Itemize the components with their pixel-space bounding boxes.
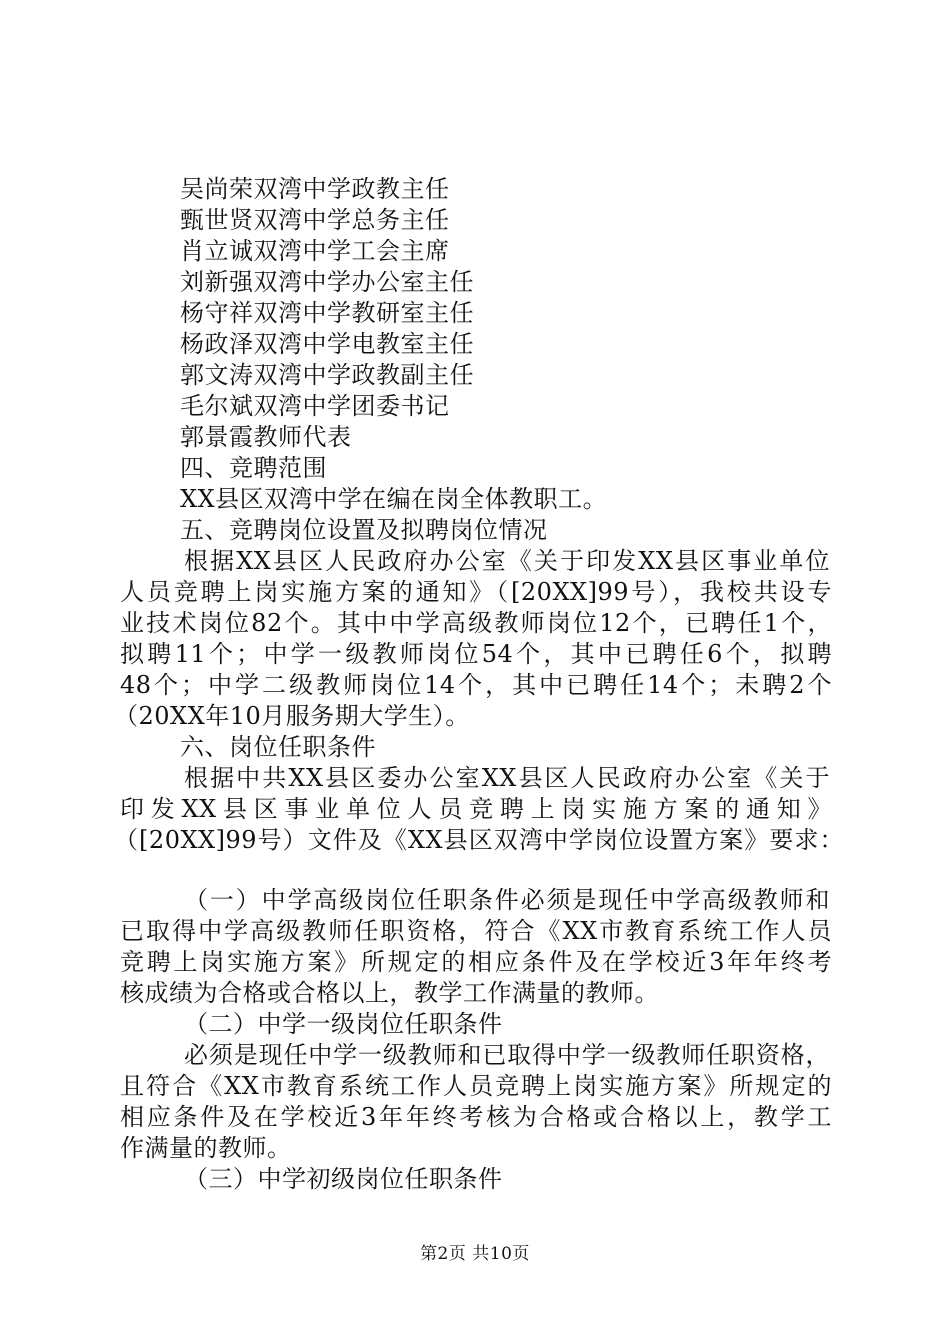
section-heading: 五、竞聘岗位设置及拟聘岗位情况 [180, 516, 548, 544]
paragraph-line: 且符合《XX市教育系统工作人员竞聘上岗实施方案》所规定的 [120, 1072, 832, 1100]
member-line: 甄世贤双湾中学总务主任 [180, 206, 450, 234]
member-line: 刘新强双湾中学办公室主任 [180, 268, 474, 296]
member-line: 毛尔斌双湾中学团委书记 [180, 392, 450, 420]
section-heading: 六、岗位任职条件 [180, 733, 376, 761]
paragraph-line: 已取得中学高级教师任职资格，符合《XX市教育系统工作人员 [120, 917, 832, 945]
section-heading: （二）中学一级岗位任职条件 [184, 1010, 503, 1038]
paragraph-line: 业技术岗位82个。其中中学高级教师岗位12个，已聘任1个， [120, 609, 832, 637]
member-line: 杨政泽双湾中学电教室主任 [180, 330, 474, 358]
section-heading: 四、竞聘范围 [180, 454, 327, 482]
paragraph-line: 核成绩为合格或合格以上，教学工作满量的教师。 [120, 979, 659, 1007]
paragraph-line: 相应条件及在学校近3年年终考核为合格或合格以上，教学工 [120, 1103, 832, 1131]
paragraph-line: 人员竞聘上岗实施方案的通知》（[20XX]99号），我校共设专 [120, 578, 832, 606]
paragraph-line: （[20XX]99号）文件及《XX县区双湾中学岗位设置方案》要求： [114, 826, 844, 854]
page-number-footer: 第2页 共10页 [420, 1244, 530, 1264]
paragraph-line: 48个；中学二级教师岗位14个，其中已聘任14个；未聘2个 [120, 671, 832, 699]
paragraph-line: （20XX年10月服务期大学生）。 [114, 702, 470, 730]
paragraph-line: 印发XX县区事业单位人员竞聘上岗实施方案的通知》 [120, 795, 832, 823]
paragraph-line: 必须是现任中学一级教师和已取得中学一级教师任职资格， [184, 1041, 830, 1069]
member-line: 吴尚荣双湾中学政教主任 [180, 175, 450, 203]
paragraph-line: 竞聘上岗实施方案》所规定的相应条件及在学校近3年年终考 [120, 948, 832, 976]
paragraph-line: （一）中学高级岗位任职条件必须是现任中学高级教师和 [184, 886, 830, 914]
section-heading: （三）中学初级岗位任职条件 [184, 1165, 503, 1193]
paragraph-line: 作满量的教师。 [120, 1134, 292, 1162]
member-line: 郭文涛双湾中学政教副主任 [180, 361, 474, 389]
member-line: 杨守祥双湾中学教研室主任 [180, 299, 474, 327]
paragraph-line: 根据XX县区人民政府办公室《关于印发XX县区事业单位 [184, 547, 830, 575]
paragraph-line: 根据中共XX县区委办公室XX县区人民政府办公室《关于 [184, 764, 830, 792]
paragraph-line: XX县区双湾中学在编在岗全体教职工。 [180, 485, 608, 513]
paragraph-line: 拟聘11个；中学一级教师岗位54个，其中已聘任6个，拟聘 [120, 640, 832, 668]
member-line: 郭景霞教师代表 [180, 423, 352, 451]
member-line: 肖立诚双湾中学工会主席 [180, 237, 450, 265]
